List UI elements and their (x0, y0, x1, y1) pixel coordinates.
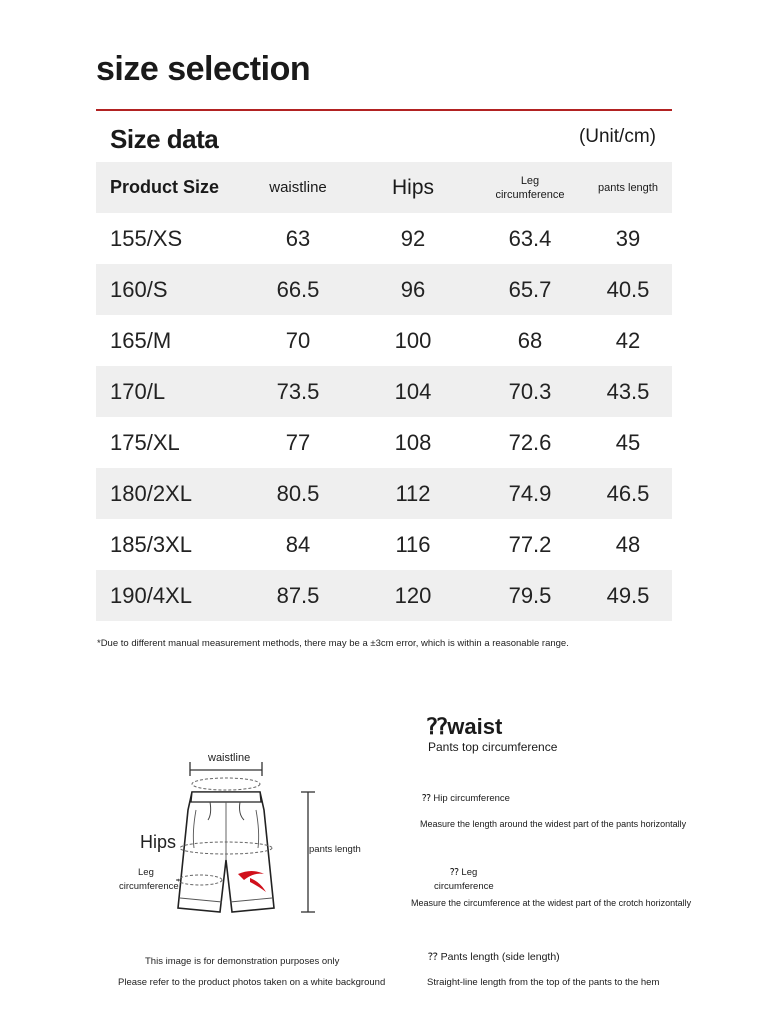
cell-waistline: 77 (285, 429, 311, 455)
unit-label: (Unit/cm) (578, 126, 656, 147)
def-hip-title (422, 793, 510, 804)
cell-leg-circumference: 72.6 (508, 429, 552, 455)
page-title: size selection (96, 50, 311, 88)
table-row (96, 570, 672, 621)
cell-hips: 108 (394, 429, 432, 455)
cell-pants-length: 48 (615, 531, 641, 557)
cell-size: 160/S (110, 276, 168, 302)
cell-leg-circumference: 68 (517, 327, 543, 353)
cell-hips: 112 (395, 480, 431, 506)
cell-size: 175/XL (110, 429, 180, 455)
header-product-size: Product Size (110, 177, 220, 197)
cell-pants-length: 46.5 (606, 480, 650, 506)
cell-pants-length: 43.5 (606, 378, 650, 404)
section-title: Size data (110, 124, 219, 154)
cell-leg-circumference: 65.7 (508, 276, 552, 302)
table-row (96, 366, 672, 417)
def-hip-title-text: Hip circumference (433, 793, 510, 804)
header-leg-line2: circumference (495, 188, 565, 201)
cell-waistline: 63 (285, 225, 311, 251)
cell-size: 180/2XL (110, 480, 192, 506)
cell-pants-length: 40.5 (606, 276, 650, 302)
title-divider (96, 109, 672, 111)
header-pants-length: pants length (598, 181, 658, 194)
size-table (96, 162, 672, 621)
cell-size: 155/XS (110, 225, 183, 251)
cell-waistline: 66.5 (276, 276, 320, 302)
cell-leg-circumference: 77.2 (508, 531, 552, 557)
diagram-pants-length-label: pants length (309, 844, 361, 855)
diagram-leg-label-line1: Leg (138, 867, 154, 878)
def-pants-desc: Straight-line length from the top of the pants to the hem (427, 977, 660, 988)
def-waist-title-text: waist (447, 714, 503, 739)
diagram-hips-label: Hips (140, 832, 177, 852)
cell-waistline: 87.5 (276, 582, 320, 608)
header-leg-line1: Leg (520, 174, 540, 187)
cell-leg-circumference: 79.5 (508, 582, 552, 608)
def-waist-desc: Pants top circumference (428, 740, 558, 754)
def-hip-desc: Measure the length around the widest part of the pants horizontally (420, 819, 687, 829)
cell-hips: 100 (394, 327, 432, 353)
cell-hips: 96 (400, 276, 426, 302)
cell-waistline: 84 (285, 531, 311, 557)
cell-waistline: 73.5 (276, 378, 320, 404)
diagram-caption-2: Please refer to the product photos taken on a white background (118, 977, 386, 988)
cell-pants-length: 42 (615, 327, 641, 353)
table-row (96, 417, 672, 468)
cell-waistline: 70 (285, 327, 311, 353)
cell-hips: 92 (400, 225, 426, 251)
header-waistline: waistline (269, 179, 327, 196)
table-row (96, 315, 672, 366)
measurement-note: *Due to different manual measurement methods, there may be a ±3cm error, which is within a reasonable range. (97, 638, 569, 649)
cell-hips: 120 (394, 582, 432, 608)
def-leg-prefix: ⁇ (450, 867, 459, 878)
cell-size: 190/4XL (110, 582, 192, 608)
diagram-leg-label-line2: circumference (119, 881, 179, 892)
def-waist-title (427, 714, 502, 740)
cell-pants-length: 45 (615, 429, 641, 455)
def-leg-title (450, 867, 477, 878)
def-leg-title-line2: circumference (434, 881, 494, 892)
def-pants-title-text: Pants length (side length) (440, 951, 560, 963)
cell-leg-circumference: 74.9 (508, 480, 552, 506)
shorts-diagram (112, 740, 372, 940)
def-pants-title (428, 951, 560, 963)
def-pants-prefix: ⁇ (428, 951, 438, 963)
def-leg-desc: Measure the circumference at the widest part of the crotch horizontally (411, 898, 692, 908)
cell-hips: 104 (394, 378, 432, 404)
header-hips: Hips (391, 175, 434, 199)
def-hip-prefix: ⁇ (422, 793, 431, 804)
cell-leg-circumference: 70.3 (508, 378, 552, 404)
diagram-waistline-label: waistline (208, 752, 251, 764)
cell-size: 170/L (110, 378, 166, 404)
table-row (96, 519, 672, 570)
cell-size: 185/3XL (110, 531, 192, 557)
table-row (96, 213, 672, 264)
cell-pants-length: 49.5 (606, 582, 650, 608)
cell-leg-circumference: 63.4 (508, 225, 552, 251)
header-leg-circumference (476, 162, 584, 213)
table-row (96, 264, 672, 315)
cell-pants-length: 39 (615, 225, 641, 251)
cell-size: 165/M (110, 327, 172, 353)
table-header-row (96, 162, 672, 213)
cell-hips: 116 (395, 531, 431, 557)
diagram-caption-1: This image is for demonstration purposes only (145, 956, 340, 967)
def-leg-title-line1: Leg (461, 867, 478, 878)
def-waist-prefix: ⁇ (427, 714, 448, 739)
table-row (96, 468, 672, 519)
cell-waistline: 80.5 (276, 480, 320, 506)
